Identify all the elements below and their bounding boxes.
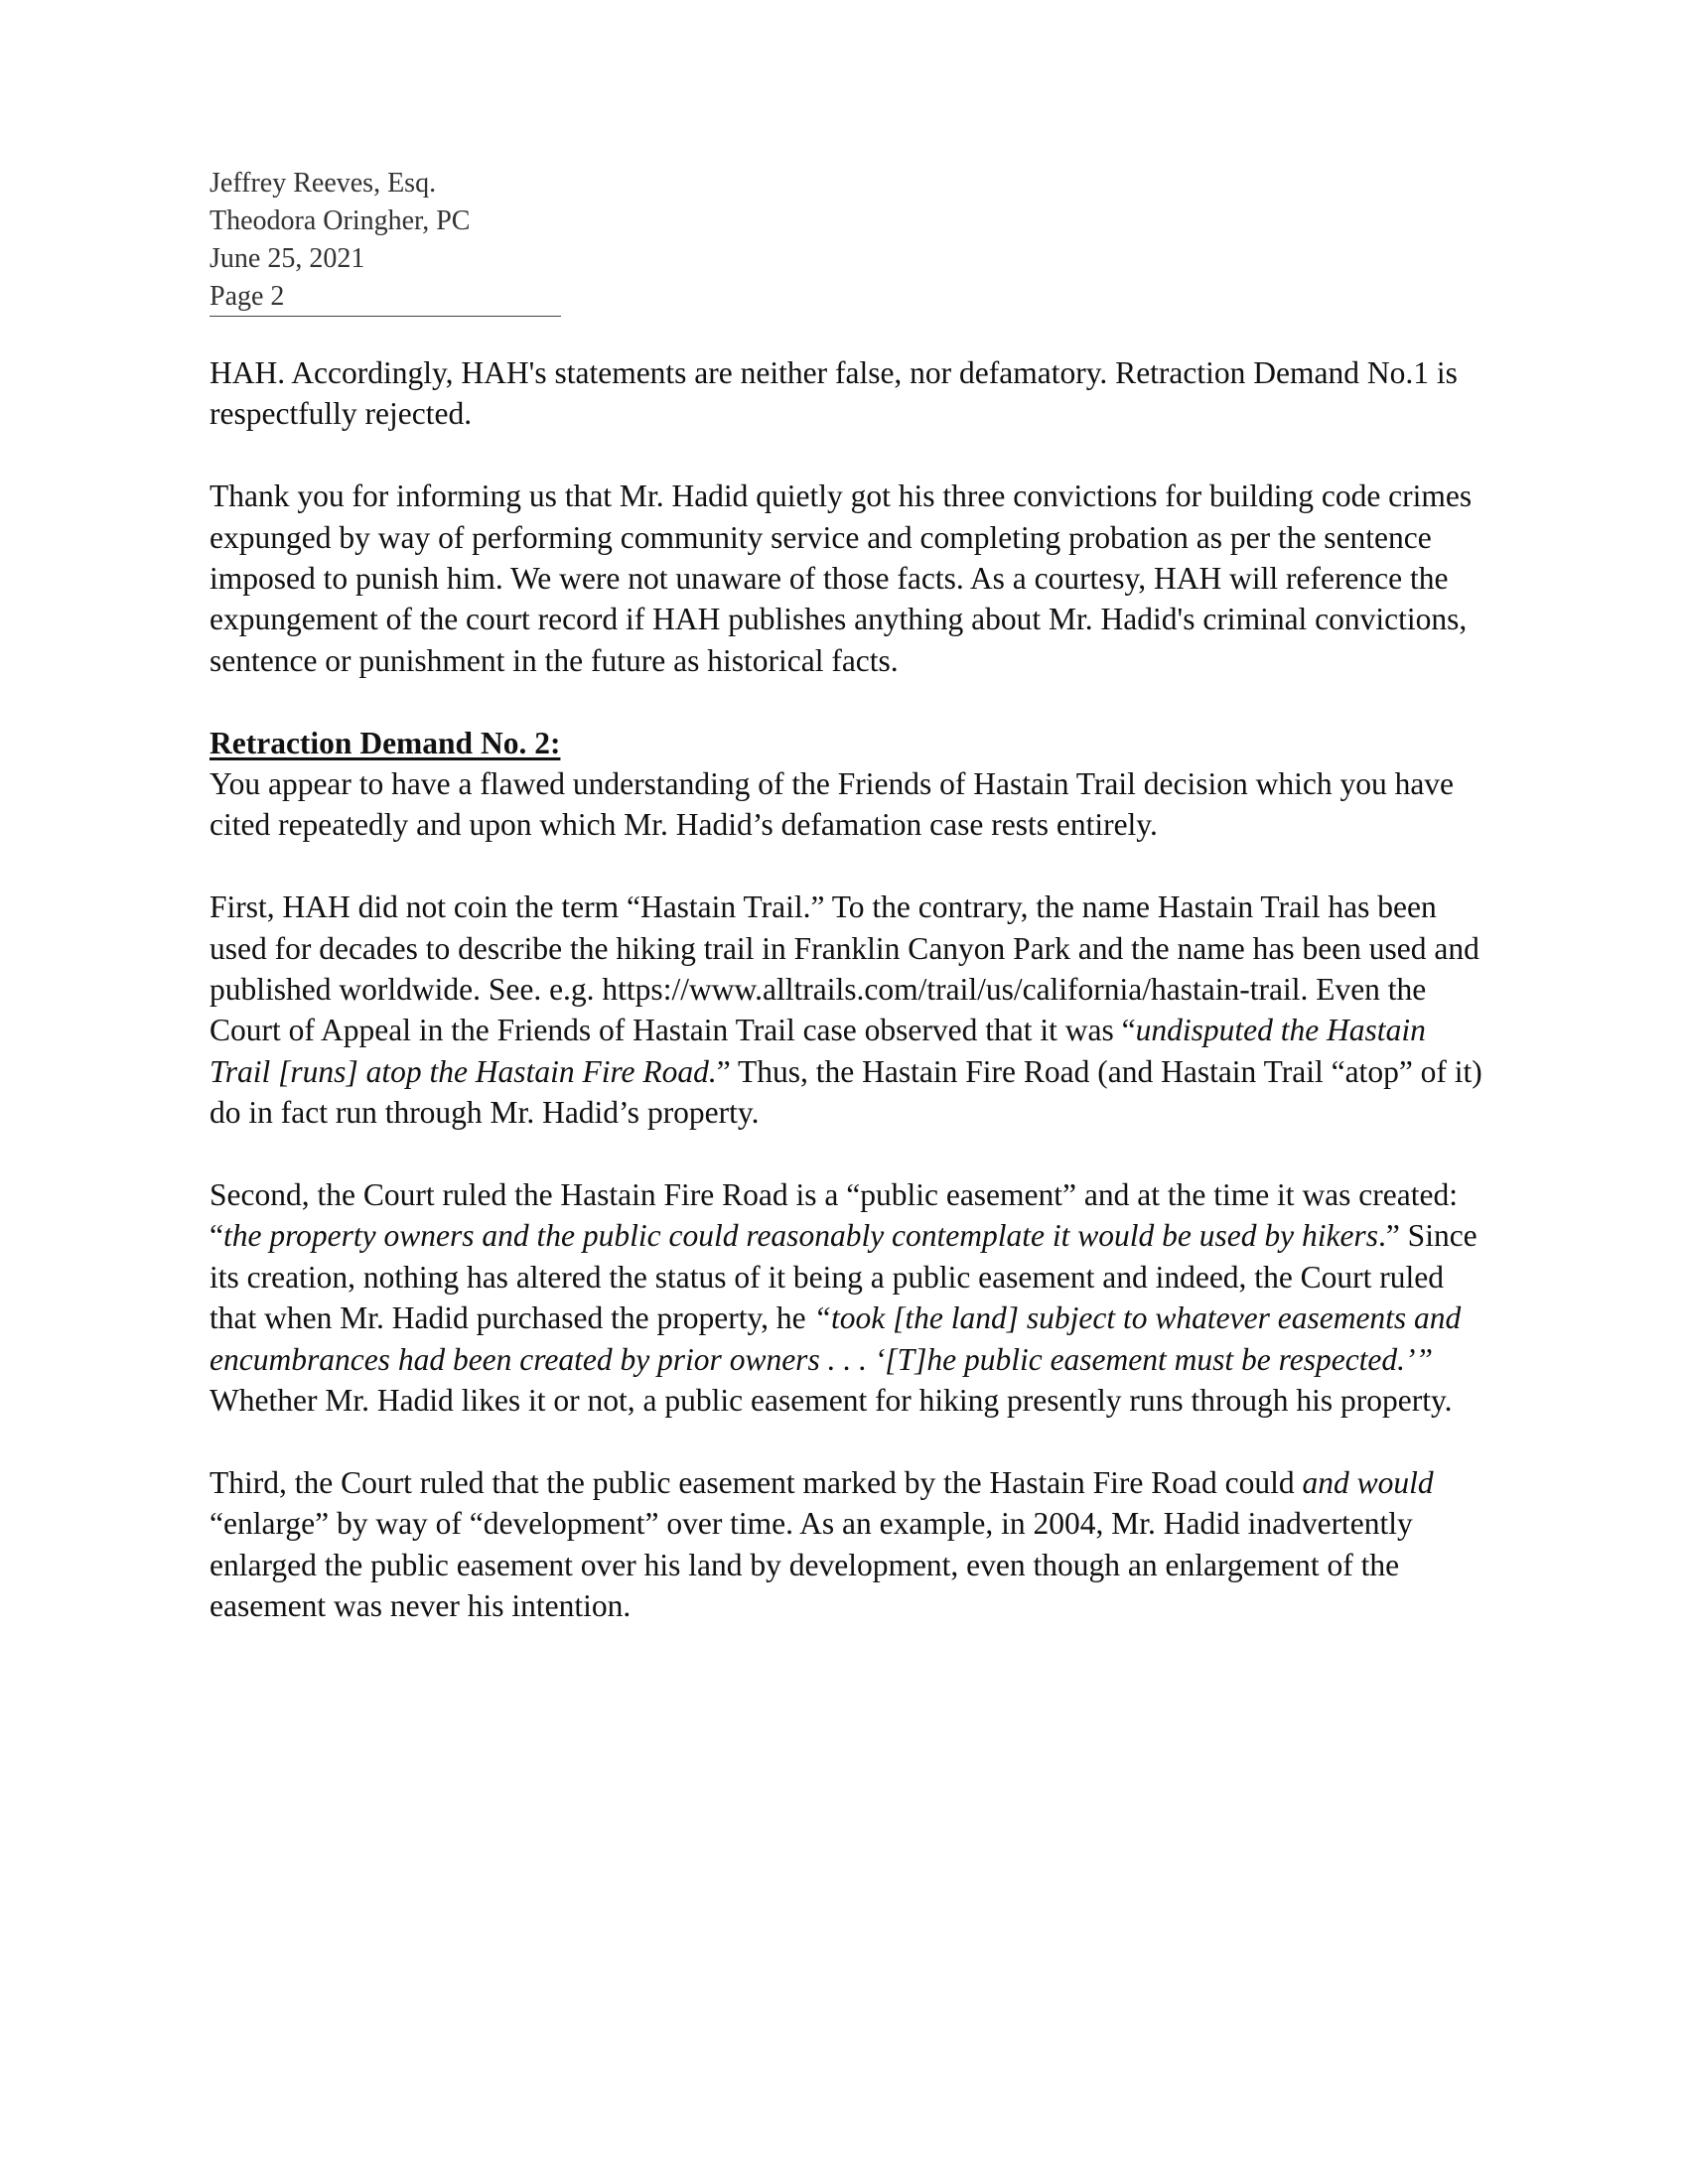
paragraph-6-text-c: “enlarge” by way of “development” over time. As an example, in 2004, Mr. Hadid inadvertently enlarged the public easement over his land by development, even though an enlargement of the easement was never his intention. (210, 1506, 1413, 1624)
paragraph-3: You appear to have a flawed understanding of the Friends of Hastain Trail decision which you have cited repeatedly and upon which Mr. Hadid’s defamation case rests entirely. (210, 766, 1455, 843)
letter-date: June 25, 2021 (210, 243, 365, 274)
paragraph-5-quote-2: “took [the land] subject to whatever easements and encumbrances had been created by prior owners . . . ‘[T]he public easement must be respected.’” (210, 1300, 1462, 1377)
paragraph-4 (210, 887, 1490, 1133)
paragraph-4-text-a: First, HAH did not coin the term “Hastain Trail.” To the contrary, the name Hastain Trail has been used for decades to describe the hiking trail in Franklin Canyon Park and the name has been used and published worldwide. See. e.g. https://www.alltrails.com/trail/us/california/hastain-trail. Even the Court of Appeal in the Friends of Hastain Trail case observed that it was “ (210, 889, 1479, 1048)
paragraph-6-text-a: Third, the Court ruled that the public easement marked by the Hastain Fire Road could (210, 1464, 1303, 1500)
paragraph-5-text-c: .” Since its creation, nothing has altered the status of it being a public easement and indeed, the Court ruled that when Mr. Hadid purchased the property, he (210, 1218, 1477, 1336)
paragraph-4-quote: undisputed the Hastain Trail [runs] atop the Hastain Fire Road. (210, 1013, 1426, 1089)
paragraph-5 (210, 1174, 1490, 1421)
paragraph-5-quote-1: the property owners and the public could reasonably contemplate it would be used by hikers (222, 1218, 1378, 1254)
recipient-name: Jeffrey Reeves, Esq. (210, 168, 437, 199)
paragraph-4-text-c: ” Thus, the Hastain Fire Road (and Hastain Trail “atop” of it) do in fact run through Mr. Hadid’s property. (210, 1053, 1482, 1131)
paragraph-2: Thank you for informing us that Mr. Hadid quietly got his three convictions for building code crimes expunged by way of performing community service and completing probation as per the sentence imposed to punish him. We were not unaware of those facts. As a courtesy, HAH will reference the expungement of the court record if HAH publishes anything about Mr. Hadid's criminal convictions, sentence or punishment in the future as historical facts. (210, 478, 1473, 678)
letter-body (210, 352, 1490, 1668)
paragraph-1: HAH. Accordingly, HAH's statements are neither false, nor defamatory. Retraction Demand No.1 is respectfully rejected. (210, 355, 1458, 432)
recipient-firm: Theodora Oringher, PC (210, 205, 471, 236)
header-divider (210, 316, 561, 317)
page-number: Page 2 (210, 281, 285, 312)
letter-header (210, 165, 471, 316)
paragraph-5-text-e: Whether Mr. Hadid likes it or not, a public easement for hiking presently runs through his property. (210, 1383, 1453, 1419)
paragraph-6 (210, 1462, 1490, 1627)
section-heading: Retraction Demand No. 2: (210, 725, 561, 760)
paragraph-6-emphasis: and would (1302, 1464, 1434, 1500)
paragraph-5-text-a: Second, the Court ruled the Hastain Fire Road is a “public easement” and at the time it was created: “ (210, 1177, 1458, 1254)
